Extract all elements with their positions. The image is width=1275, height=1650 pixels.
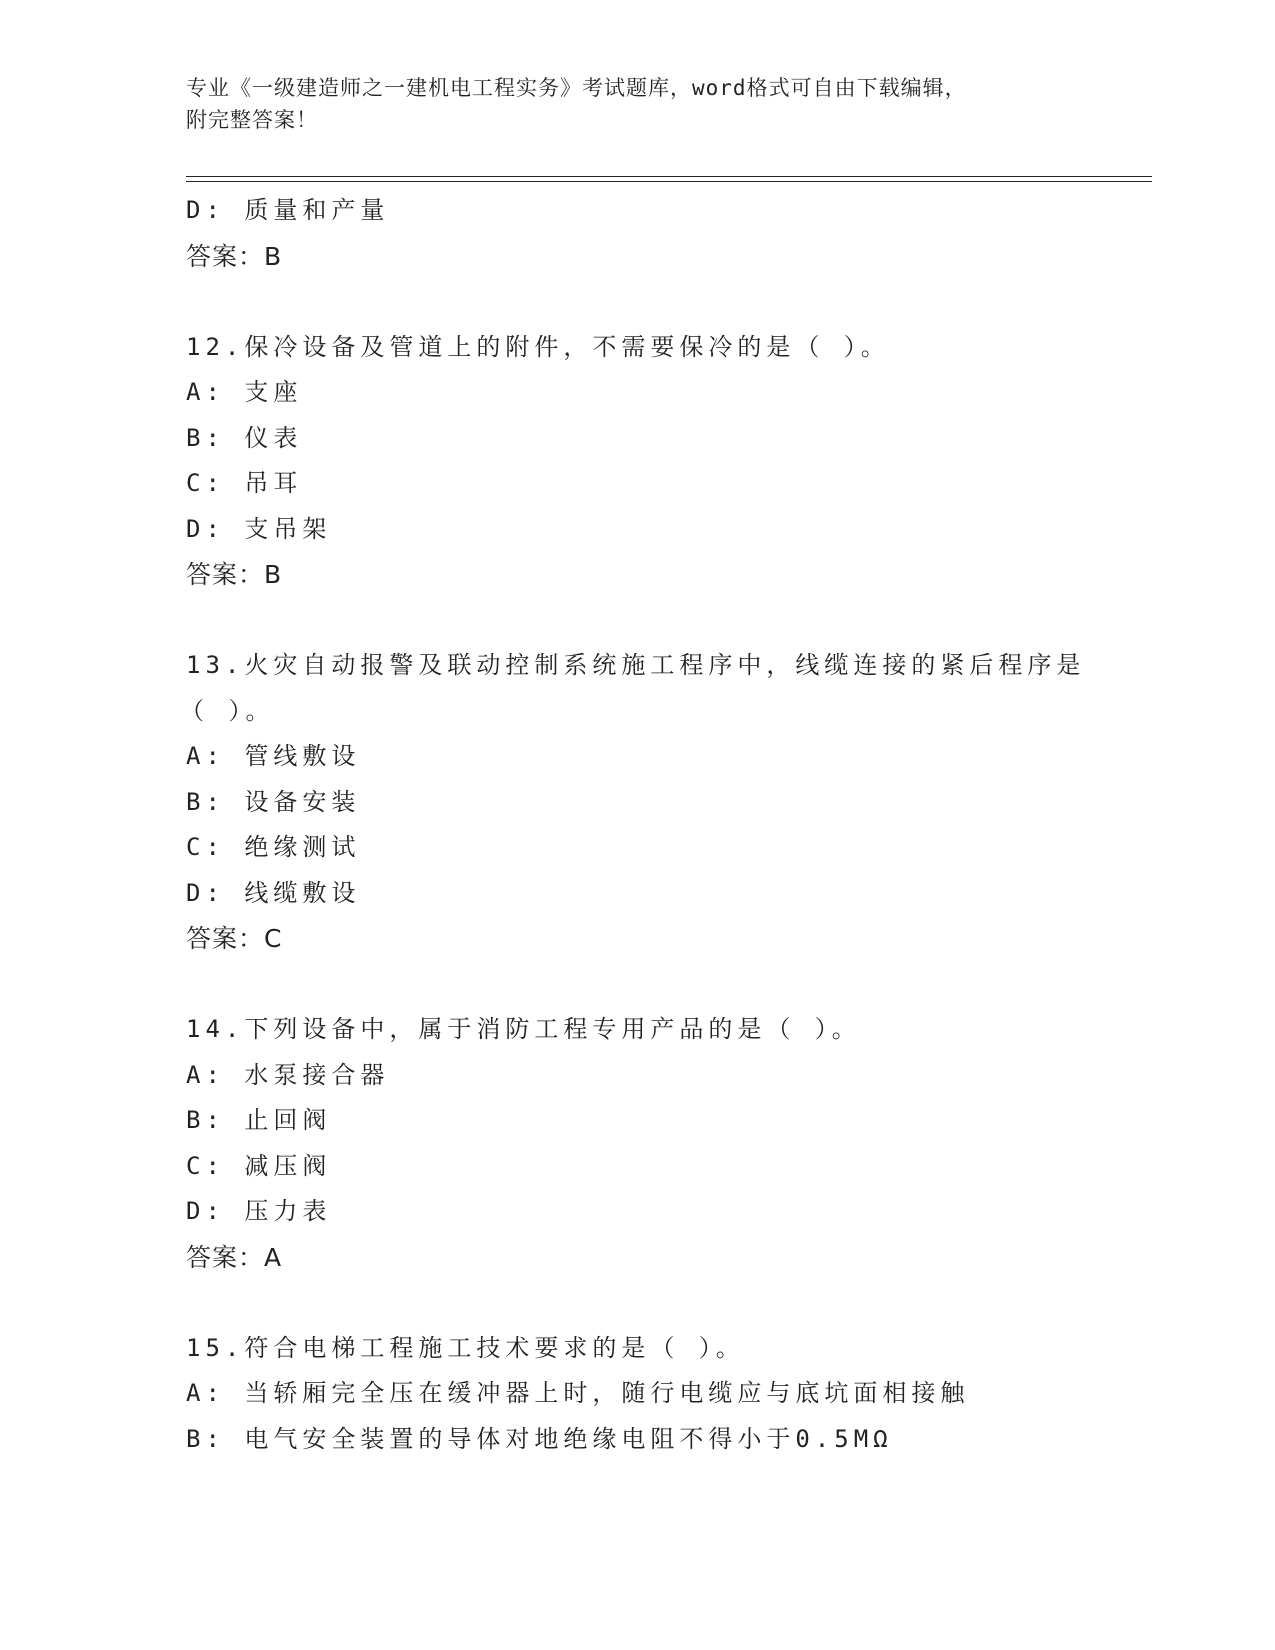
question-13-option-d: D: 线缆敷设	[186, 878, 361, 907]
question-15-option-a: A: 当轿厢完全压在缓冲器上时，随行电缆应与底坑面相接触	[186, 1379, 970, 1407]
question-14-stem: 14.下列设备中，属于消防工程专用产品的是（ ）。	[186, 1015, 861, 1043]
answer: 答案：B	[186, 241, 283, 271]
question-14-option-a: A: 水泵接合器	[186, 1060, 390, 1089]
question-12-option-b: B: 仪表	[186, 423, 303, 452]
question-15-option-b: B: 电气安全装置的导体对地绝缘电阻不得小于0.5MΩ	[186, 1424, 893, 1453]
header-divider	[186, 176, 1152, 182]
question-13-option-c: C: 绝缘测试	[186, 833, 361, 861]
question-14-answer: 答案：A	[186, 1242, 283, 1272]
question-12-option-a: A: 支座	[186, 378, 303, 406]
question-13-option-a: A: 管线敷设	[186, 742, 361, 770]
spacer	[186, 279, 1086, 325]
question-13-option-b: B: 设备安装	[186, 787, 361, 816]
question-14-option-c: C: 减压阀	[186, 1151, 332, 1180]
question-13-stem: 13.火灾自动报警及联动控制系统施工程序中，线缆连接的紧后程序是	[186, 651, 1086, 679]
question-15-stem: 15.符合电梯工程施工技术要求的是（ ）。	[186, 1333, 745, 1362]
spacer	[186, 598, 1086, 644]
question-12-option-c: C: 吊耳	[186, 469, 303, 497]
question-12-option-d: D: 支吊架	[186, 514, 332, 543]
document-body	[180, 188, 1086, 1462]
question-14-option-d: D: 压力表	[186, 1197, 332, 1225]
question-13-answer: 答案：C	[186, 924, 283, 953]
question-14-option-b: B: 止回阀	[186, 1106, 332, 1134]
question-13-stem-continued: （ ）。	[180, 696, 275, 725]
question-12-answer: 答案：B	[186, 560, 283, 589]
header-line-2: 附完整答案！	[186, 108, 318, 132]
header-line-1: 专业《一级建造师之一建机电工程实务》考试题库，word格式可自由下载编辑，	[186, 76, 967, 100]
spacer	[186, 962, 1086, 1008]
option-d: D: 质量和产量	[186, 196, 390, 224]
question-12-stem: 12.保冷设备及管道上的附件，不需要保冷的是（ ）。	[186, 332, 890, 361]
page-header	[186, 72, 1066, 136]
spacer	[186, 1280, 1086, 1326]
